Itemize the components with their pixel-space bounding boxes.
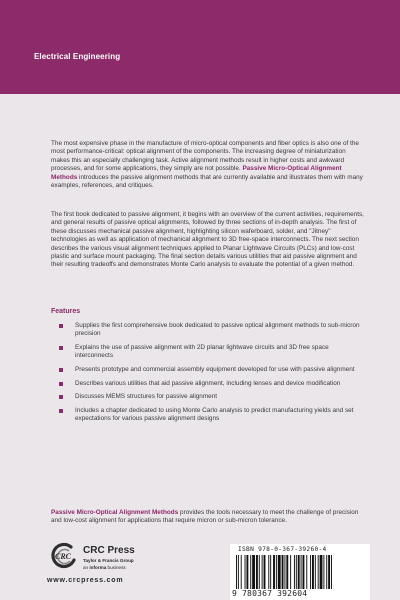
- intro-text-1: The most expensive phase in the manufacture of micro-optical components and fiber optics is also one of the most performance-critical: optical alignment of the components. The increasing degree of miniaturization makes this an especially challenging task. Active alignment methods result in higher costs and awkward processes, and for some applications, they simply are not possible.: [51, 140, 359, 173]
- barcode-bar: [290, 555, 291, 589]
- barcode-bar: [256, 555, 258, 589]
- barcode-bar: [296, 555, 297, 589]
- feature-text: Discusses MEMS structures for passive alignment: [75, 393, 218, 401]
- barcode-bar: [241, 555, 242, 589]
- barcode-bar: [320, 555, 323, 589]
- barcode-bar: [286, 555, 288, 589]
- features-heading: Features: [51, 308, 81, 315]
- barcode-bar: [252, 555, 255, 589]
- logo-text: CRC: [54, 552, 72, 561]
- feature-text: Includes a chapter dedicated to using Monte Carlo analysis to predict manufacturing yields and set expectations for various passive alignment designs: [75, 406, 354, 423]
- intro-paragraph-2: The first book dedicated to passive alignment, it begins with an overview of the current activities, requirements, and general results of passive optical alignments, followed by three sections of in-depth analysis. The first of these discusses mechanical passive alignment, highlighting silicon waferboard, solder, and "Jitney" technologies as well as application of mechanical alignment to 3D free-space interconnects. The next section describes the various visual alignment techniques applied to Planar Lightwave Circuits (PLCs) and low-cost plastic and surface mount packaging. The final section details various utilities that aid passive alignment and their resulting tradeoffs and demonstrates Monte Carlo analysis to evaluate the potential of a given method.: [51, 211, 364, 269]
- barcode-bar: [323, 555, 324, 589]
- feature-item: [51, 366, 367, 374]
- barcode-bar: [246, 555, 248, 589]
- barcode-bar: [282, 555, 284, 589]
- barcode-bar: [273, 555, 275, 589]
- barcode-bar: [236, 555, 237, 589]
- intro-paragraph-1: [51, 140, 365, 190]
- barcode-bar: [312, 555, 314, 589]
- feature-item: [51, 380, 367, 388]
- closing-text: provides the tools necessary to meet the challenge of precision and low-cost alignment for applications that require micron or sub-micron tolerance.: [51, 509, 359, 525]
- bullet-icon: [59, 395, 63, 399]
- category-label: Electrical Engineering: [34, 52, 121, 61]
- feature-text: Supplies the first comprehensive book dedicated to passive optical alignment methods to sub-micron precision: [75, 322, 360, 338]
- features-list: [51, 322, 367, 429]
- crc-logo-icon: [49, 542, 77, 570]
- intro-text-2: introduces the passive alignment methods that are currently available and illustrates them with many examples, references, and critiques.: [51, 173, 363, 190]
- publisher-url: www.crcpress.com: [47, 577, 124, 584]
- barcode-bar: [268, 555, 269, 589]
- barcode-bar: [259, 555, 260, 589]
- business-prefix: an: [83, 565, 89, 570]
- business-brand: informa: [89, 565, 107, 570]
- barcode-digits: 9 780367 392604: [232, 589, 308, 598]
- header-banner: [0, 0, 400, 94]
- bullet-icon: [59, 409, 63, 413]
- closing-paragraph: [51, 509, 365, 526]
- feature-text: Presents prototype and commercial assembly equipment developed for use with passive alignment: [75, 366, 355, 373]
- barcode-bar: [318, 555, 319, 589]
- bullet-icon: [59, 382, 63, 386]
- feature-item: [51, 407, 367, 424]
- barcode-bar: [303, 555, 305, 589]
- publisher-block: [47, 542, 167, 592]
- closing-title-emphasis: Passive Micro-Optical Alignment Methods: [51, 509, 179, 516]
- barcode-bar: [328, 555, 330, 589]
- barcode-bar: [276, 555, 277, 589]
- barcode-bar: [264, 555, 266, 589]
- bullet-icon: [59, 324, 63, 328]
- barcode-bar: [331, 555, 332, 589]
- publisher-business-line: [83, 565, 126, 570]
- feature-item: [51, 322, 367, 339]
- barcode-icon: [236, 555, 364, 589]
- business-suffix: business: [107, 565, 126, 570]
- barcode-bar: [278, 555, 281, 589]
- barcode-bar: [326, 555, 327, 589]
- bullet-icon: [59, 368, 63, 372]
- feature-text: Explains the use of passive alignment with 2D planar lightwave circuits and 3D free space interconnects: [75, 344, 329, 360]
- barcode-bar: [262, 555, 263, 589]
- barcode-bar: [301, 555, 302, 589]
- publisher-group: Taylor & Francis Group: [83, 558, 134, 563]
- feature-item: [51, 393, 367, 401]
- feature-item: [51, 344, 367, 361]
- barcode-box: [230, 544, 370, 600]
- barcode-bar: [270, 555, 271, 589]
- barcode-bar: [294, 555, 295, 589]
- barcode-bar: [310, 555, 311, 589]
- book-title-emphasis: Passive Micro-Optical Alignment Methods: [51, 165, 342, 181]
- feature-text: Describes various utilities that aid passive alignment, including lenses and device modification: [75, 379, 341, 387]
- barcode-bar: [315, 555, 316, 589]
- barcode-bar: [306, 555, 307, 589]
- bullet-icon: [59, 346, 63, 350]
- barcode-bar: [245, 555, 246, 589]
- barcode-bar: [250, 555, 251, 589]
- isbn-label: ISBN 978-0-367-39260-4: [238, 546, 327, 553]
- barcode-bar: [238, 555, 239, 589]
- barcode-bar: [284, 555, 285, 589]
- barcode-bar: [298, 555, 300, 589]
- publisher-name: CRC Press: [83, 545, 135, 556]
